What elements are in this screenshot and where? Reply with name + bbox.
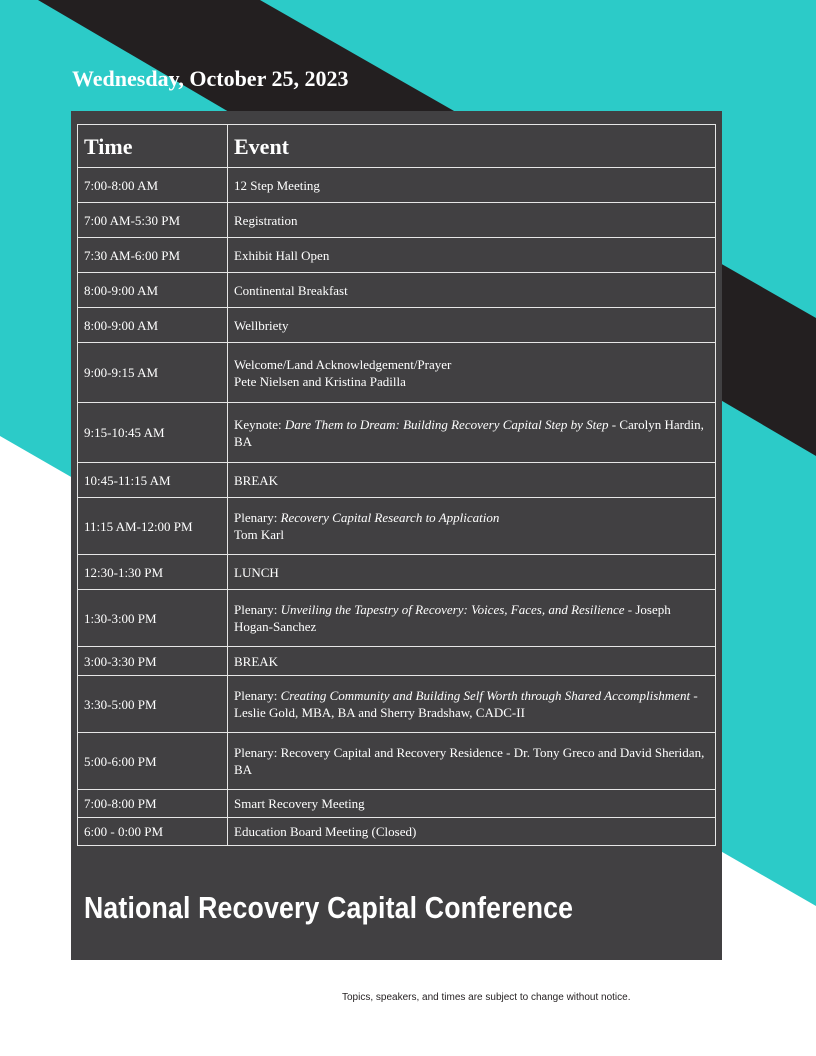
table-row [78,733,716,790]
event-cell [228,168,716,203]
session-title: Dare Them to Dream: Building Recovery Capital Step by Step [284,416,609,432]
event-line: Continental Breakfast [234,282,348,298]
time-cell: 9:15-10:45 AM [78,403,228,463]
event-cell [228,203,716,238]
time-cell: 9:00-9:15 AM [78,343,228,403]
session-type: Plenary: [234,688,281,703]
table-row [78,555,716,590]
time-cell: 8:00-9:00 AM [78,308,228,343]
event-line: 12 Step Meeting [234,177,320,193]
session-speakers: - Carolyn Hardin, BA [234,416,704,449]
session-type: Plenary: [234,602,281,617]
date-heading: Wednesday, October 25, 2023 [72,66,349,91]
event-cell [228,498,716,555]
table-row [78,790,716,818]
table-row [78,463,716,498]
time-cell: 12:30-1:30 PM [78,555,228,590]
session-title: Recovery Capital Research to Application [280,510,500,525]
time-cell: 3:00-3:30 PM [78,647,228,676]
time-cell: 10:45-11:15 AM [78,463,228,498]
event-cell [228,463,716,498]
event-line: LUNCH [234,564,279,580]
time-cell: 1:30-3:00 PM [78,590,228,647]
event-cell [228,273,716,308]
event-cell [228,343,716,403]
time-cell: 3:30-5:00 PM [78,676,228,733]
time-cell: 5:00-6:00 PM [78,733,228,790]
event-line: Education Board Meeting (Closed) [234,824,417,839]
event-column-header: Event [228,125,716,168]
event-cell [228,733,716,790]
event-line: Plenary: Recovery Capital and Recovery Residence - Dr. Tony Greco and David Sheridan, BA [234,745,705,777]
session-title: Creating Community and Building Self Worth through Shared Accomplishment [280,688,691,703]
event-cell [228,555,716,590]
session-speakers: - [690,688,698,703]
table-row [78,676,716,733]
event-line: Smart Recovery Meeting [234,796,365,811]
event-line: Welcome/Land Acknowledgement/Prayer [234,356,452,372]
session-title: Unveiling the Tapestry of Recovery: Voices, Faces, and Resilience [280,602,625,617]
table-row [78,343,716,403]
table-row [78,238,716,273]
time-cell: 7:00-8:00 PM [78,790,228,818]
table-row [78,498,716,555]
event-line: BREAK [234,472,279,488]
table-row [78,647,716,676]
schedule-panel [71,111,722,960]
session-speakers: - Joseph Hogan-Sanchez [234,602,671,634]
time-cell: 8:00-9:00 AM [78,273,228,308]
event-line: Wellbriety [234,317,289,333]
table-row [78,203,716,238]
table-row [78,168,716,203]
table-row [78,590,716,647]
table-row [78,818,716,846]
event-line: Exhibit Hall Open [234,247,330,263]
footnote: Topics, speakers, and times are subject to change without notice. [342,992,631,1003]
schedule-rows [78,168,716,846]
event-cell [228,790,716,818]
session-type: Keynote: [234,416,285,432]
event-line: Registration [234,212,298,228]
event-line: Leslie Gold, MBA, BA and Sherry Bradshaw, CADC-II [234,705,525,720]
event-cell [228,238,716,273]
table-header-row [78,125,716,168]
time-cell: 7:00-8:00 AM [78,168,228,203]
event-line [234,509,709,526]
event-cell [228,403,716,463]
event-line [234,687,709,704]
event-line: Pete Nielsen and Kristina Padilla [234,373,406,389]
event-cell [228,818,716,846]
event-line [234,416,709,450]
event-line [234,601,709,635]
event-cell [228,308,716,343]
session-type: Plenary: [234,510,281,525]
table-row [78,273,716,308]
table-row [78,308,716,343]
time-cell: 7:30 AM-6:00 PM [78,238,228,273]
schedule-table [77,124,716,846]
event-cell [228,647,716,676]
event-cell [228,676,716,733]
time-cell: 11:15 AM-12:00 PM [78,498,228,555]
event-line: Tom Karl [234,527,284,542]
time-cell: 7:00 AM-5:30 PM [78,203,228,238]
conference-title: National Recovery Capital Conference [84,890,574,925]
event-line: BREAK [234,653,279,669]
time-cell: 6:00 - 0:00 PM [78,818,228,846]
table-row [78,403,716,463]
time-column-header: Time [78,125,228,168]
event-cell [228,590,716,647]
